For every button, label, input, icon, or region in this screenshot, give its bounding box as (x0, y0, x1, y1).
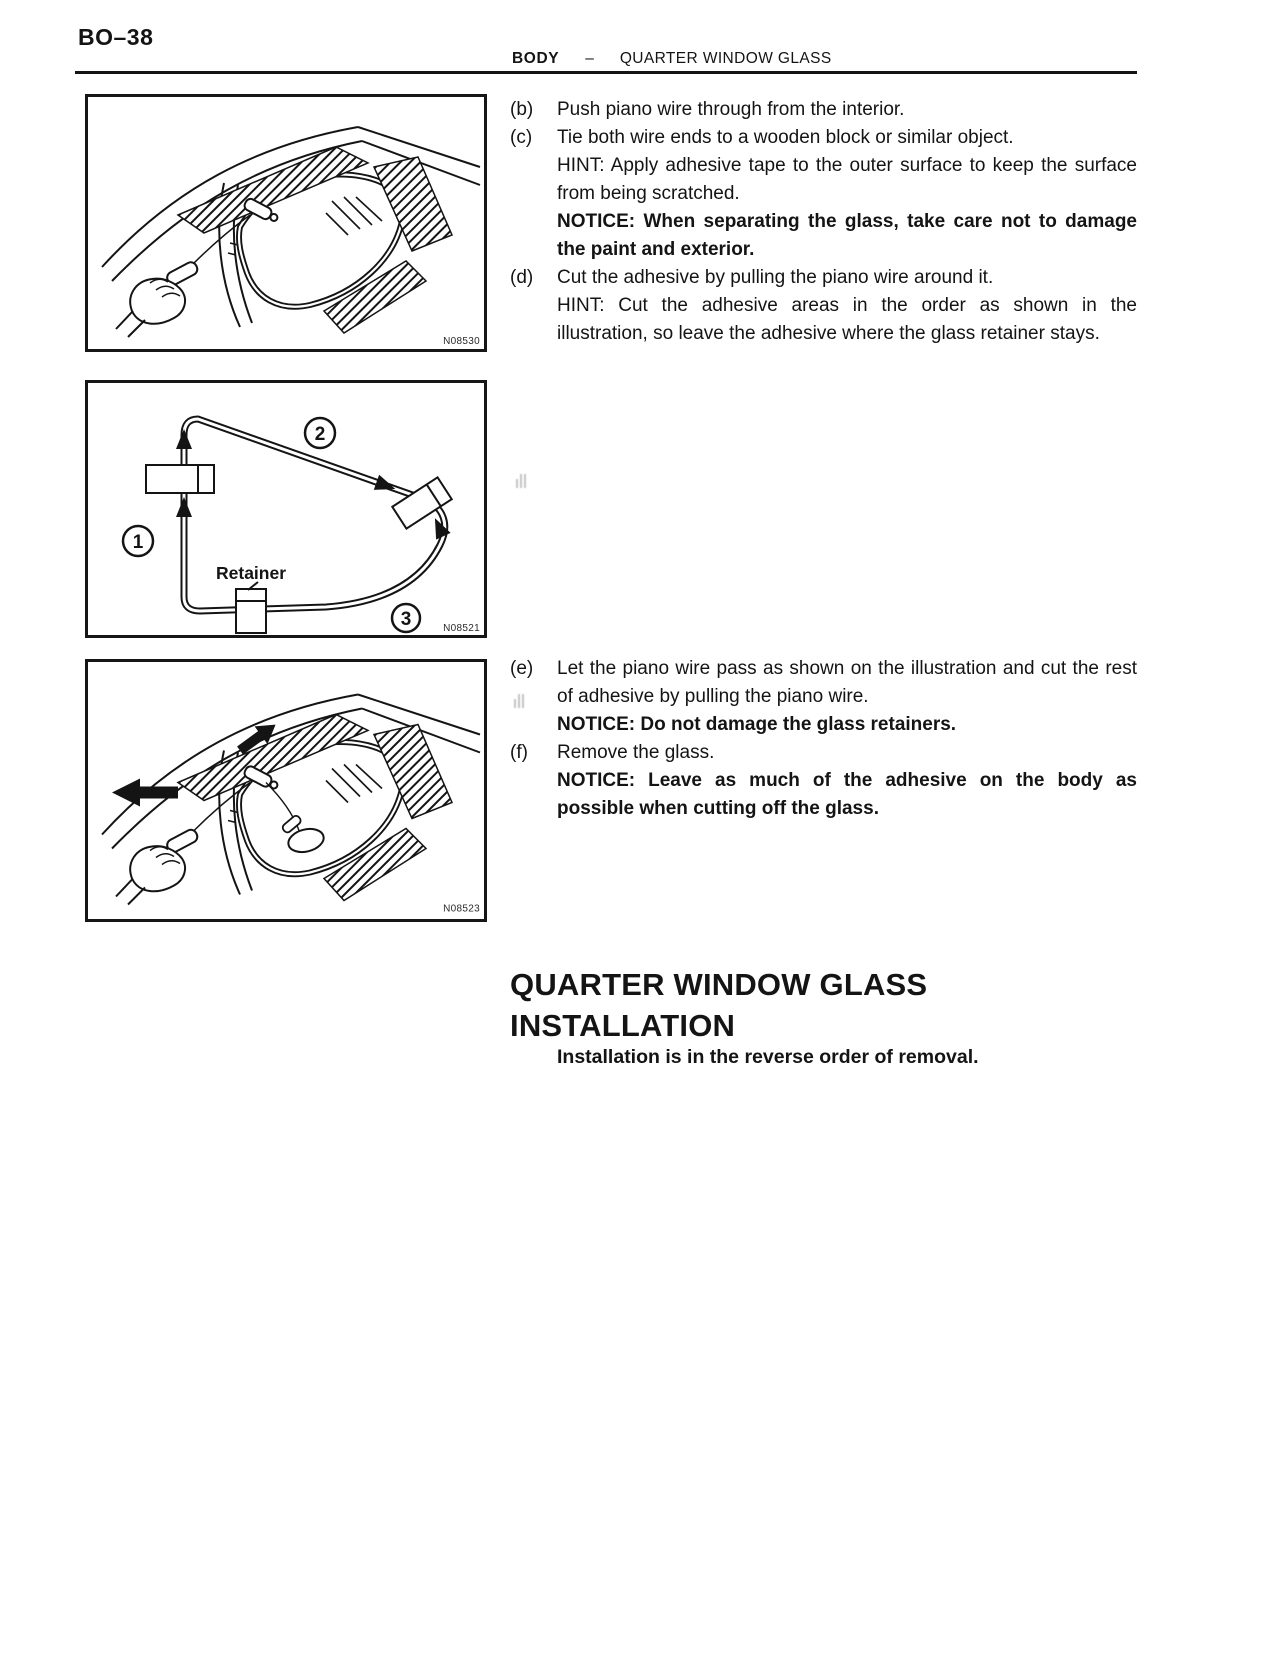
step-body (557, 124, 1137, 264)
step-marker-2 (305, 418, 335, 448)
figure-code: N08530 (443, 336, 480, 347)
step-body (557, 739, 1137, 823)
header-section: BODY (512, 50, 560, 67)
step-label: (c) (510, 127, 533, 148)
step-e (510, 655, 1137, 739)
quarter-window-wire-illustration (88, 97, 484, 349)
page-number: BO–38 (78, 24, 154, 50)
step-text: Tie both wire ends to a wooden block or similar object. (557, 127, 1014, 148)
notice-text: NOTICE: When separating the glass, take care not to damage the paint and exterior. (557, 211, 1137, 260)
hint-text: HINT: Cut the adhesive areas in the order as shown in the illustration, so leave the adhesive where the glass retainer stays. (557, 295, 1137, 344)
step-label: (f) (510, 742, 528, 763)
step-body (557, 655, 1137, 739)
step-text: Cut the adhesive by pulling the piano wire around it. (557, 267, 994, 288)
notice-text: NOTICE: Do not damage the glass retainers. (557, 714, 957, 735)
procedure-steps-bottom (510, 655, 1137, 823)
hand-icon (116, 279, 185, 337)
section-title (510, 964, 927, 1046)
figure-code: N08523 (443, 903, 480, 915)
step-text: Remove the glass. (557, 742, 715, 763)
running-header (512, 50, 832, 68)
retainer-clip-bottom (236, 589, 266, 633)
section-title-line1: QUARTER WINDOW GLASS (510, 967, 928, 1002)
notice-text: NOTICE: Leave as much of the adhesive on the body as possible when cutting off the glass. (557, 770, 1137, 819)
step-label: (b) (510, 99, 534, 120)
scan-artifact (514, 694, 524, 708)
hint-text: HINT: Apply adhesive tape to the outer surface to keep the surface from being scratched. (557, 155, 1137, 204)
step-marker-3 (392, 604, 420, 632)
step-label: (e) (510, 658, 534, 679)
step-b (510, 96, 1137, 124)
header-dash: – (585, 50, 594, 67)
step-c (510, 124, 1137, 264)
step-text: Push piano wire through from the interior. (557, 99, 905, 120)
step-body (557, 264, 1137, 348)
hand-icon (116, 846, 185, 904)
arrow-left-icon (112, 779, 178, 807)
header-rule (75, 71, 1137, 74)
retainer-label: Retainer (216, 563, 287, 583)
step-body (557, 96, 1137, 124)
section-title-line2: INSTALLATION (510, 1008, 736, 1043)
header-topic: QUARTER WINDOW GLASS (619, 50, 832, 67)
step-f (510, 739, 1137, 823)
svg-text:1: 1 (132, 532, 144, 553)
svg-text:3: 3 (400, 609, 412, 630)
figure-piano-wire-through-window (85, 94, 487, 352)
step-text: Let the piano wire pass as shown on the illustration and cut the rest of adhesive by pulling the piano wire. (557, 658, 1137, 707)
step-d (510, 264, 1137, 348)
svg-text:2: 2 (314, 424, 326, 445)
section-body: Installation is in the reverse order of removal. (557, 1046, 979, 1068)
cutting-order-diagram (88, 383, 484, 635)
procedure-steps-top (510, 96, 1137, 348)
step-marker-1 (123, 526, 153, 556)
scan-artifact (516, 474, 526, 488)
step-label: (d) (510, 267, 534, 288)
cut-remaining-adhesive-illustration (88, 662, 484, 919)
retainer-clip-left (146, 465, 214, 493)
figure-code: N08521 (443, 623, 480, 634)
figure-cut-remaining-adhesive (85, 659, 487, 922)
figure-cutting-order-diagram (85, 380, 487, 638)
